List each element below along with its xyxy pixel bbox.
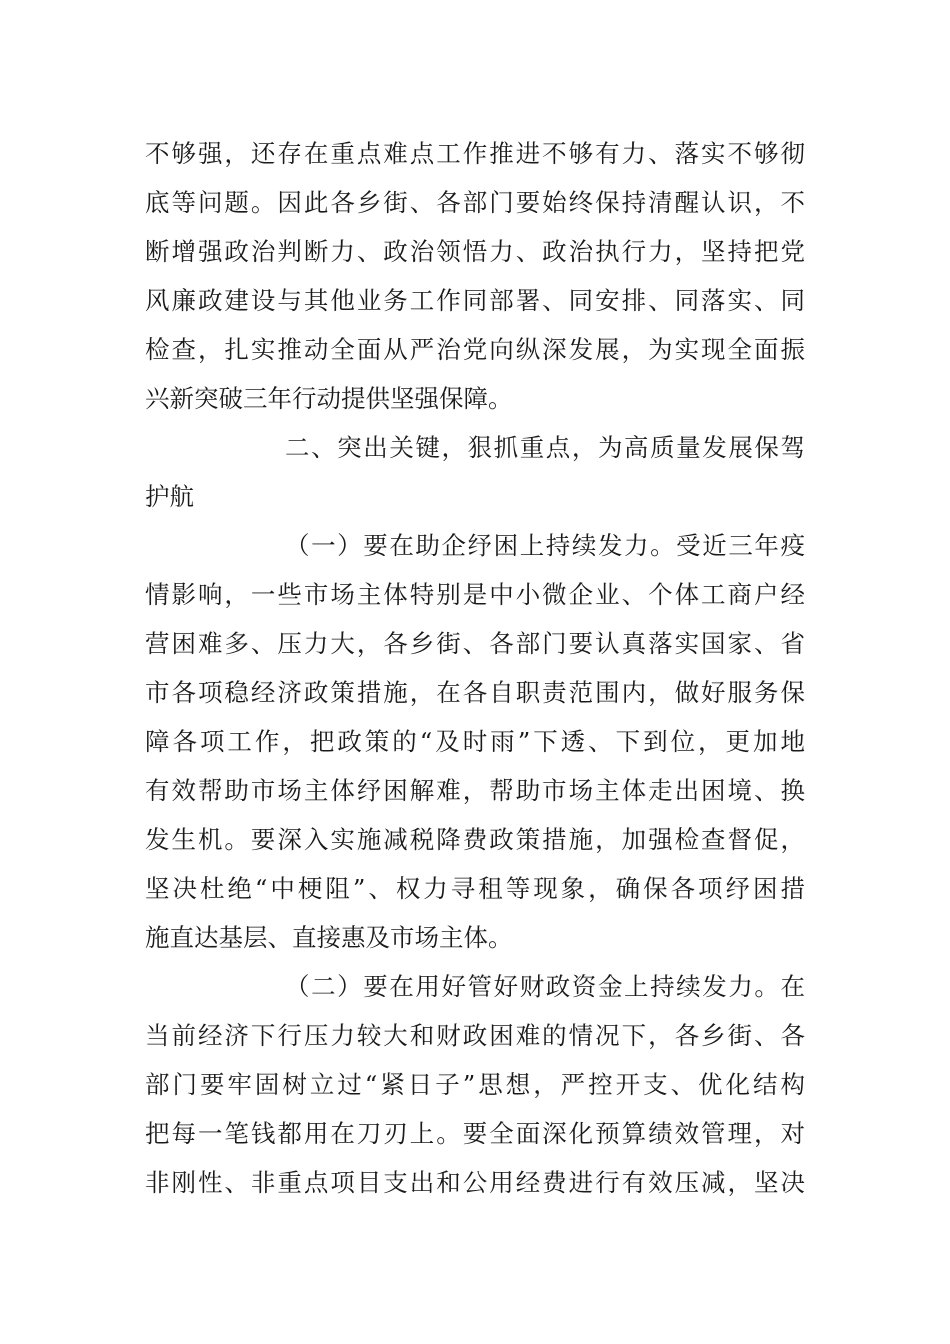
paragraph-3-line-2: 情影响，一些市场主体特别是中小微企业、个体工商户经 [145,580,805,609]
paragraph-1-line-2: 底等问题。因此各乡街、各部门要始终保持清醒认识，不 [145,188,805,217]
paragraph-3-line-3: 营困难多、压力大，各乡街、各部门要认真落实国家、省 [145,629,805,658]
paragraph-3-line-4: 市各项稳经济政策措施，在各自职责范围内，做好服务保 [145,678,805,707]
paragraph-4-line-4: 把每一笔钱都用在刀刃上。要全面深化预算绩效管理，对 [145,1119,805,1148]
paragraph-3-line-5: 障各项工作，把政策的“及时雨”下透、下到位，更加地 [145,727,805,756]
paragraph-3-line-8: 坚决杜绝“中梗阻”、权力寻租等现象，确保各项纾困措 [145,874,805,903]
paragraph-4-line-1: （二）要在用好管好财政资金上持续发力。在 [285,972,805,1001]
paragraph-1-line-1: 不够强，还存在重点难点工作推进不够有力、落实不够彻 [145,139,805,168]
paragraph-1-line-4: 风廉政建设与其他业务工作同部署、同安排、同落实、同 [145,286,805,315]
section-heading-line-2: 护航 [145,482,194,511]
section-heading-line-1: 二、突出关键，狠抓重点，为高质量发展保驾 [285,433,805,462]
paragraph-3-line-9: 施直达基层、直接惠及市场主体。 [145,923,513,952]
paragraph-1-line-5: 检查，扎实推动全面从严治党向纵深发展，为实现全面振 [145,335,805,364]
paragraph-4-line-5: 非刚性、非重点项目支出和公用经费进行有效压减，坚决 [145,1168,805,1197]
paragraph-1-line-3: 断增强政治判断力、政治领悟力、政治执行力，坚持把党 [145,237,805,266]
paragraph-3-line-1: （一）要在助企纾困上持续发力。受近三年疫 [285,531,805,560]
paragraph-4-line-2: 当前经济下行压力较大和财政困难的情况下，各乡街、各 [145,1021,805,1050]
paragraph-4-line-3: 部门要牢固树立过“紧日子”思想，严控开支、优化结构 [145,1070,805,1099]
paragraph-3-line-6: 有效帮助市场主体纾困解难，帮助市场主体走出困境、换 [145,776,805,805]
paragraph-1-line-6: 兴新突破三年行动提供坚强保障。 [145,384,513,413]
paragraph-3-line-7: 发生机。要深入实施减税降费政策措施，加强检查督促， [145,825,805,854]
